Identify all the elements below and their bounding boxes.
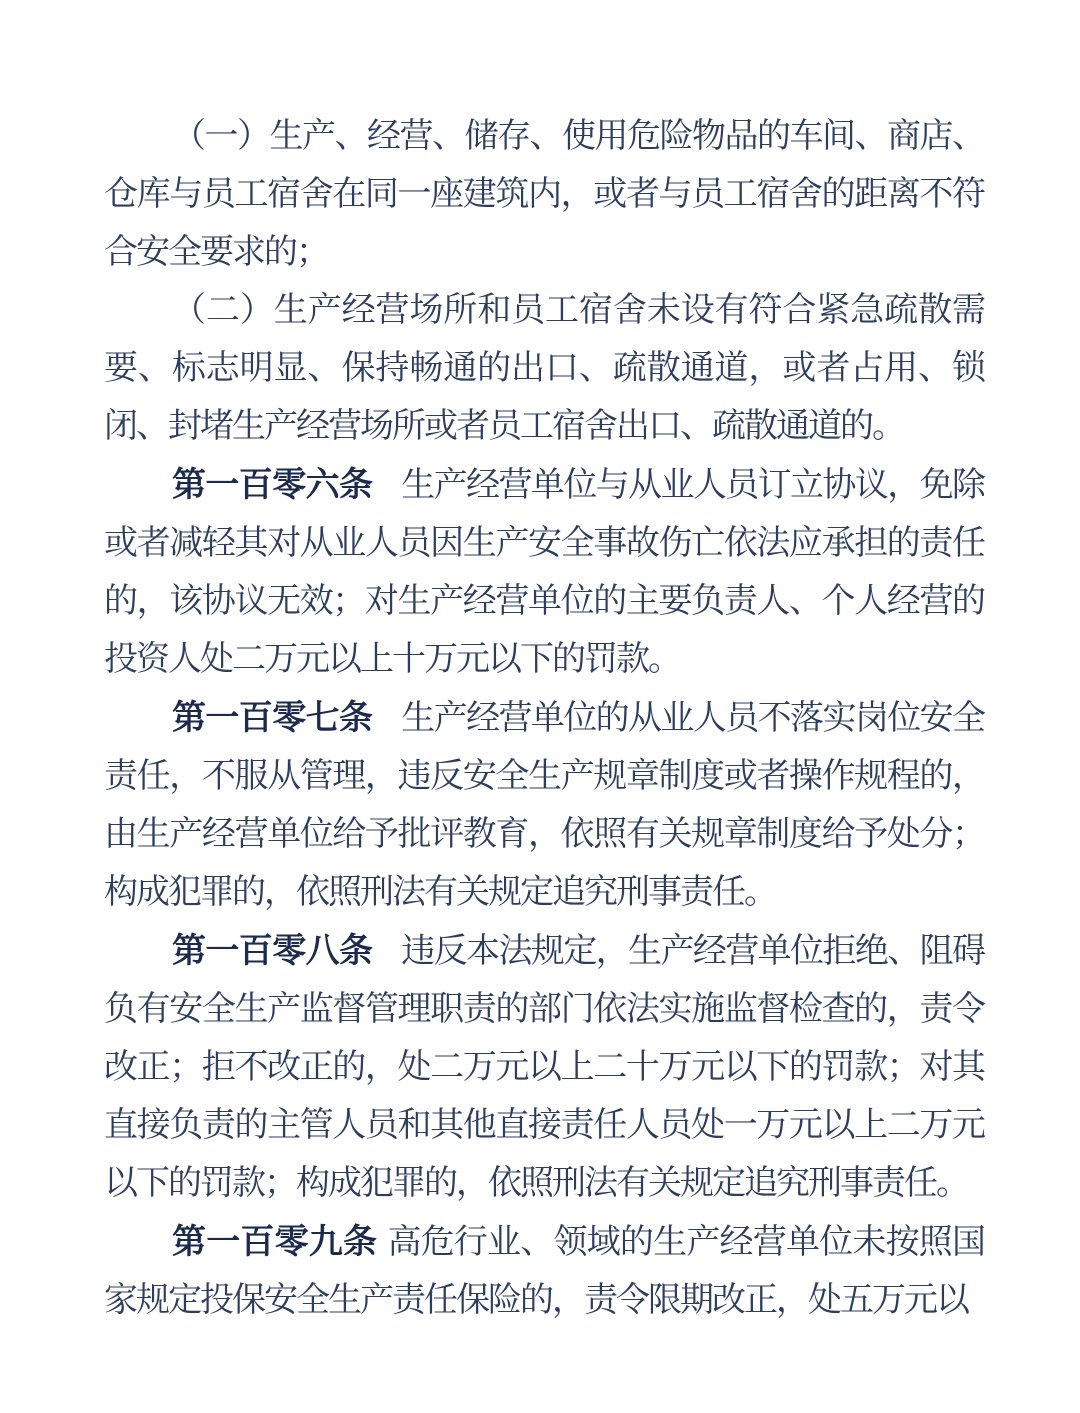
article-108-text: 违反本法规定，生产经营单位拒绝、阻碍负有安全生产监督管理职责的部门依法实施监督检查的，责令改正；拒不改正的，处二万元以上二十万元以下的罚款；对其直接负责的主管人员和其他直接责任人员处一万元以上二万元以下的罚款；构成犯罪的，依照刑法有关规定追究刑事责任。 bbox=[104, 933, 985, 1202]
article-107 bbox=[104, 689, 984, 922]
article-106-text: 生产经营单位与从业人员订立协议，免除或者减轻其对从业人员因生产安全事故伤亡依法应承担的责任的，该协议无效；对生产经营单位的主要负责人、个人经营的投资人处二万元以上十万元以下的罚款。 bbox=[104, 467, 985, 678]
article-109-number: 第一百零九条 bbox=[172, 1223, 378, 1261]
law-text-body bbox=[104, 108, 984, 1330]
article-107-number: 第一百零七条 bbox=[172, 699, 373, 737]
clause-item-1-text: （一）生产、经营、储存、使用危险物品的车间、商店、仓库与员工宿舍在同一座建筑内，或者与员工宿舍的距离不符合安全要求的； bbox=[104, 118, 984, 271]
article-107-text: 生产经营单位的从业人员不落实岗位安全责任，不服从管理，违反安全生产规章制度或者操作规程的，由生产经营单位给予批评教育，依照有关规章制度给予处分；构成犯罪的，依照刑法有关规定追究刑事责任。 bbox=[104, 700, 985, 911]
clause-item-1 bbox=[104, 108, 984, 282]
article-106 bbox=[104, 456, 984, 689]
clause-item-2-text: （二）生产经营场所和员工宿舍未设有符合紧急疏散需要、标志明显、保持畅通的出口、疏散通道，或者占用、锁闭、封堵生产经营场所或者员工宿舍出口、疏散通道的。 bbox=[104, 292, 984, 445]
article-108-number: 第一百零八条 bbox=[172, 932, 373, 970]
article-108 bbox=[104, 922, 984, 1213]
article-109-text: 高危行业、领域的生产经营单位未按照国家规定投保安全生产责任保险的，责令限期改正，处五万元以 bbox=[104, 1224, 985, 1319]
article-109 bbox=[104, 1213, 984, 1330]
article-106-number: 第一百零六条 bbox=[172, 466, 373, 504]
clause-item-2 bbox=[104, 282, 984, 456]
